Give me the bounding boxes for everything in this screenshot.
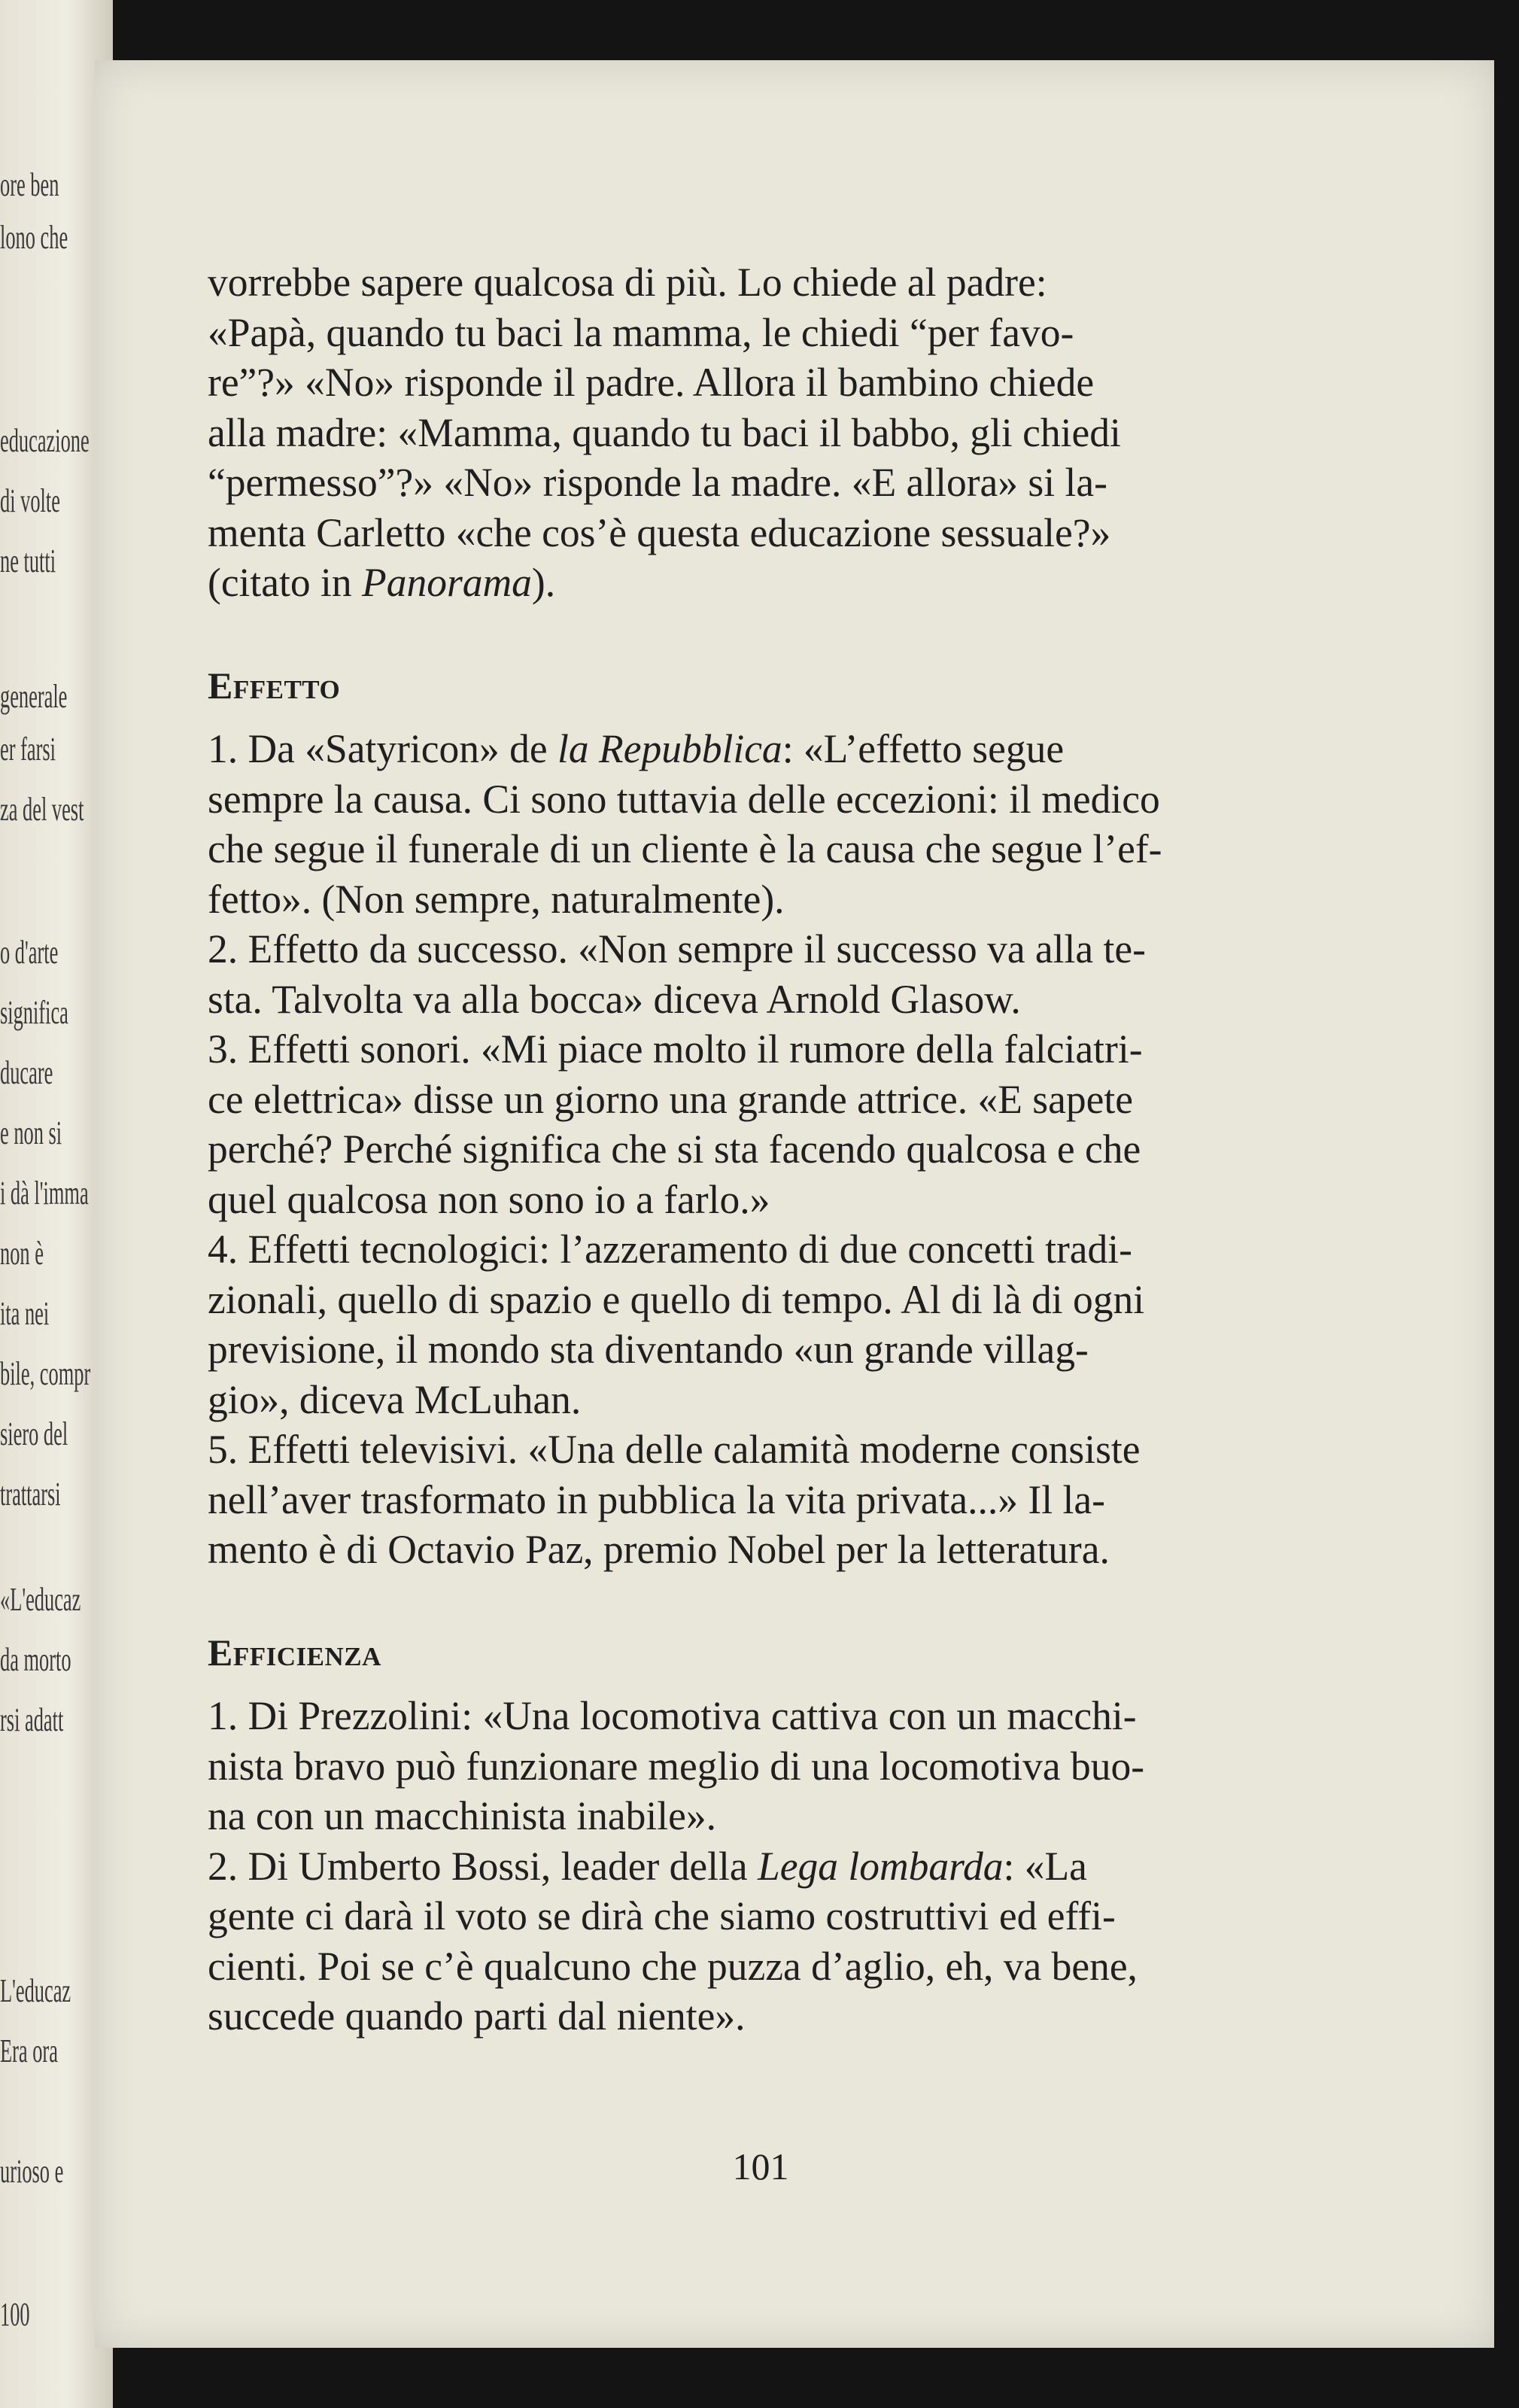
facing-page-fragment: significa (0, 994, 68, 1031)
text-line: “permesso”?» «No» risponde la madre. «E allora» si la- (208, 460, 1107, 505)
facing-page-fragment: e non si (0, 1114, 62, 1151)
text-line: alla madre: «Mamma, quando tu baci il babbo, gli chiedi (208, 409, 1121, 455)
facing-page-fragment: rsi adatt (0, 1701, 64, 1738)
facing-page-fragment: non è (0, 1235, 44, 1272)
text-line: sta. Talvolta va alla bocca» diceva Arnold Glasow. (208, 976, 1021, 1022)
text-line: mento è di Octavio Paz, premio Nobel per la letteratura. (208, 1527, 1110, 1572)
facing-page-fragment: bile, compr (0, 1355, 91, 1392)
facing-page-fragment: i dà l'imma (0, 1175, 89, 1212)
text-span: : «La (1003, 1843, 1087, 1889)
text-span: (citato in (208, 560, 363, 605)
italic-title: la Repubblica (557, 726, 782, 771)
text-span: : «L’effetto segue (782, 726, 1065, 771)
text-line: nell’aver trasformato in pubblica la vita privata...» Il la- (208, 1476, 1105, 1522)
text-span: 2. Di Umberto Bossi, leader della (208, 1843, 758, 1889)
section-heading-efficienza: Efficienza (208, 1631, 381, 1674)
text-line (208, 558, 1314, 608)
facing-page-fragment: ne tutti (0, 543, 56, 579)
text-line: «Papà, quando tu baci la mamma, le chiedi “per favo- (208, 309, 1074, 355)
text-line: sempre la causa. Ci sono tuttavia delle eccezioni: il medico (208, 776, 1160, 822)
facing-page-fragment: 100 (0, 2296, 30, 2333)
intro-paragraph (208, 257, 1314, 608)
facing-page-fragment: ducare (0, 1054, 53, 1091)
page-text (208, 257, 1314, 2042)
facing-page-fragment: generale (0, 678, 68, 715)
facing-page-fragment: trattarsi (0, 1476, 61, 1513)
facing-page-fragment: ore ben (0, 166, 59, 203)
facing-page-fragment: er farsi (0, 731, 56, 768)
text-span: ). (531, 560, 556, 605)
text-line: 2. Effetto da successo. «Non sempre il successo va alla te- (208, 926, 1146, 971)
facing-page-fragment: ita nei (0, 1295, 50, 1332)
text-line: fetto». (Non sempre, naturalmente). (208, 876, 785, 922)
text-line: gio», diceva McLuhan. (208, 1376, 582, 1422)
facing-page-fragment: da morto (0, 1641, 71, 1678)
text-line: gente ci darà il voto se dirà che siamo costruttivi ed effi- (208, 1893, 1116, 1938)
facing-page-fragment: Era ora (0, 2033, 58, 2069)
section-heading-effetto: Effetto (208, 664, 341, 707)
facing-page-fragment: lono che (0, 219, 68, 256)
text-span: 1. Da «Satyricon» de (208, 726, 558, 771)
text-line: vorrebbe sapere qualcosa di più. Lo chiede al padre: (208, 260, 1047, 305)
facing-page-fragment: o d'arte (0, 934, 59, 971)
text-line: nista bravo può funzionare meglio di una locomotiva buo- (208, 1743, 1145, 1789)
text-line: na con un macchinista inabile». (208, 1793, 716, 1838)
text-line: zionali, quello di spazio e quello di tempo. Al di là di ogni (208, 1276, 1145, 1322)
text-line: 4. Effetti tecnologici: l’azzeramento di due concetti tradi- (208, 1227, 1132, 1272)
text-line: ce elettrica» disse un giorno una grande attrice. «E sapete (208, 1076, 1133, 1122)
facing-page-fragment: educazione (0, 422, 90, 459)
book-page (95, 60, 1494, 2348)
text-line: quel qualcosa non sono io a farlo.» (208, 1176, 770, 1222)
text-line: 3. Effetti sonori. «Mi piace molto il rumore della falciatri- (208, 1026, 1143, 1072)
italic-title: Lega lombarda (758, 1843, 1004, 1889)
text-line (208, 1841, 1314, 1892)
facing-page-fragment: za del vest (0, 791, 84, 828)
text-line: re”?» «No» risponde il padre. Allora il bambino chiede (208, 360, 1095, 405)
text-line: cienti. Poi se c’è qualcuno che puzza d’aglio, eh, va bene, (208, 1943, 1138, 1989)
text-line: 1. Di Prezzolini: «Una locomotiva cattiva con un macchi- (208, 1693, 1137, 1738)
facing-page-fragment: di volte (0, 482, 60, 519)
facing-page-fragment: siero del (0, 1415, 68, 1452)
text-line: menta Carletto «che cos’è questa educazione sessuale?» (208, 509, 1111, 555)
text-line: 5. Effetti televisivi. «Una delle calamità moderne consiste (208, 1427, 1141, 1472)
page-number: 101 (732, 2145, 789, 2188)
text-line: perché? Perché significa che si sta facendo qualcosa e che (208, 1126, 1141, 1172)
facing-page-fragment: L'educaz (0, 1972, 71, 2009)
text-line: succede quando parti dal niente». (208, 1993, 746, 2039)
facing-page-fragment: «L'educaz (0, 1581, 81, 1618)
facing-page-fragment: urioso e (0, 2153, 64, 2190)
italic-title: Panorama (362, 560, 532, 605)
text-line: che segue il funerale di un cliente è la causa che segue l’ef- (208, 826, 1162, 871)
text-line (208, 724, 1314, 774)
text-line: previsione, il mondo sta diventando «un grande villag- (208, 1327, 1089, 1372)
